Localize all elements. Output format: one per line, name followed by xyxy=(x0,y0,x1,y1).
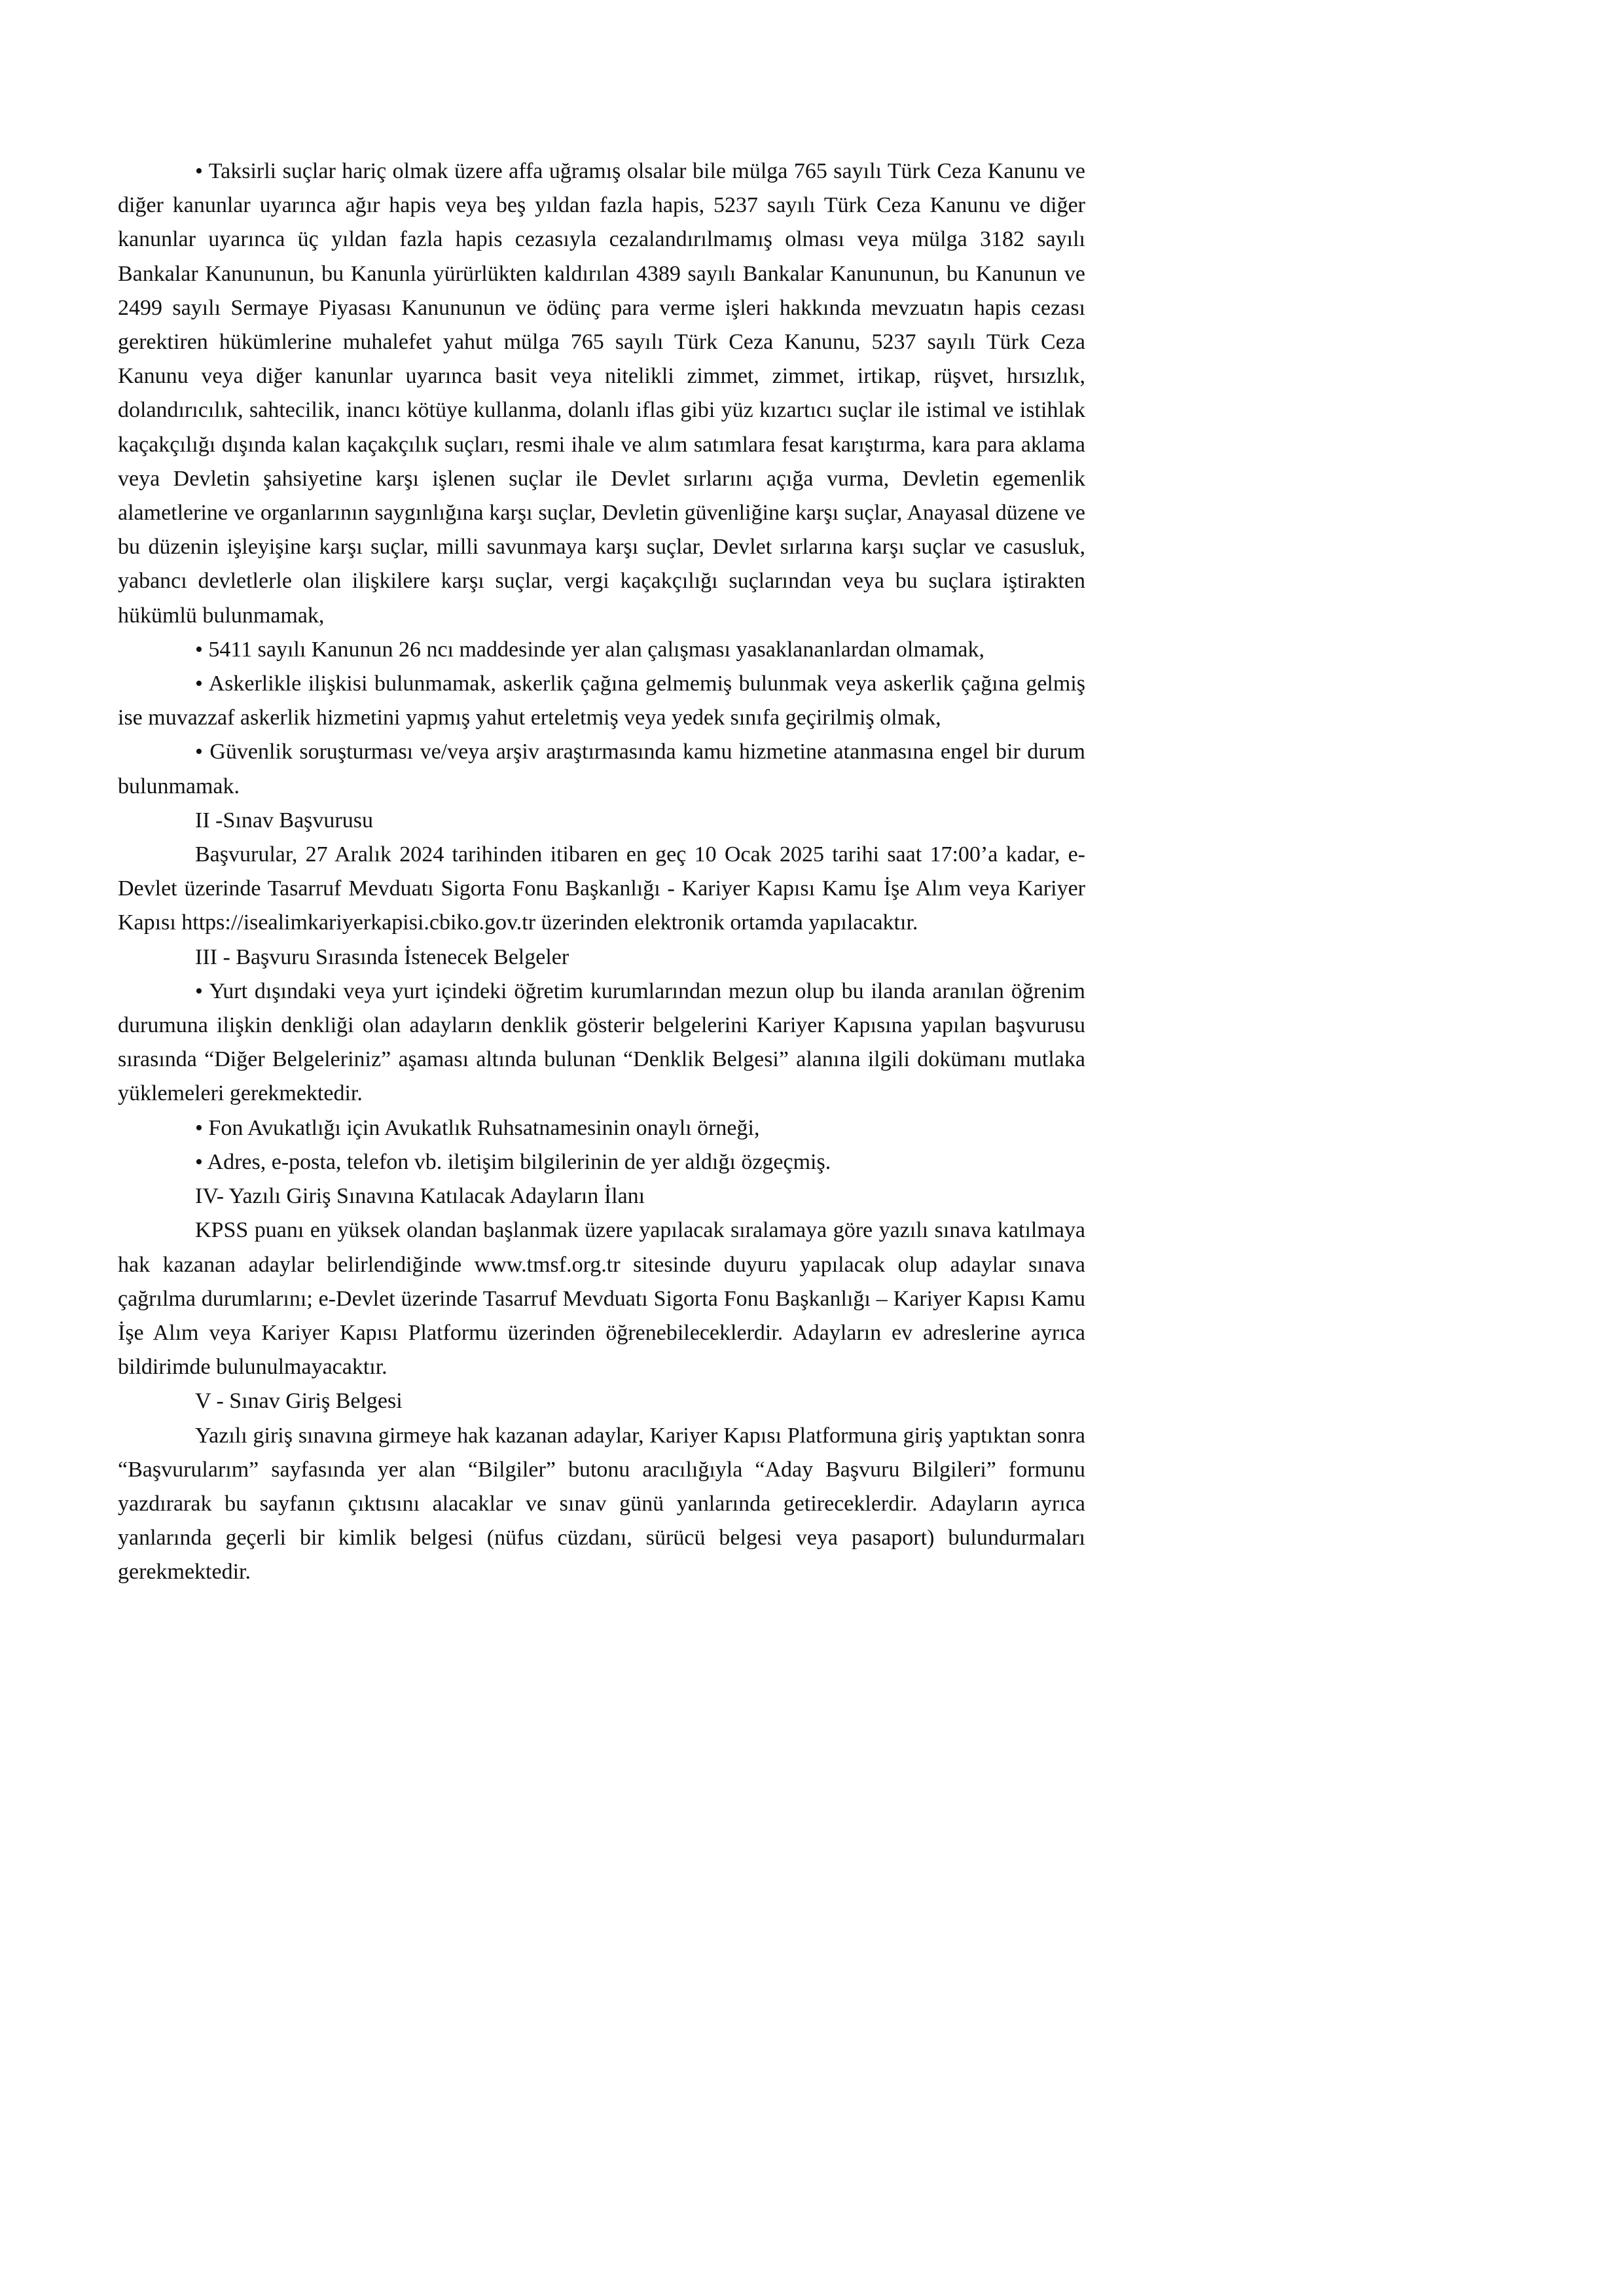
section-heading-documents: III - Başvuru Sırasında İstenecek Belgeler xyxy=(195,944,569,969)
section-heading-exam-entry: V - Sınav Giriş Belgesi xyxy=(195,1389,403,1414)
documents-bullet-equivalence: • Yurt dışındaki veya yurt içindeki öğretim kurumlarından mezun olup bu ilanda aranılan öğrenim durumuna ilişkin denkliği olan adayların denklik gösterir belgelerini Kariyer Kapısına yapılan başvurusu sırasında “Diğer Belgeleriniz” aşaması altında bulunan “Denklik Belgesi” alanına ilgili dokümanı mutlaka yüklemeleri gerekmektedir. xyxy=(118,978,1085,1106)
exam-entry-paragraph: Yazılı giriş sınavına girmeye hak kazanan adaylar, Kariyer Kapısı Platformuna giriş yaptıktan sonra “Başvurularım” sayfasında yer alan “Bilgiler” butonu aracılığıyla “Aday Başvuru Bilgileri” formunu yazdırarak bu sayfanın çıktısını alacaklar ve sınav günü yanlarında getireceklerdir. Adayların ayrıca yanlarında geçerli bir kimlik belgesi (nüfus cüzdanı, sürücü belgesi veya pasaport) bulundurmaları gerekmektedir. xyxy=(118,1423,1085,1585)
documents-bullet-cv: • Adres, e-posta, telefon vb. iletişim bilgilerinin de yer aldığı özgeçmiş. xyxy=(195,1149,831,1174)
section-heading-announcement: IV- Yazılı Giriş Sınavına Katılacak Adayların İlanı xyxy=(195,1184,645,1209)
eligibility-bullet-work-ban: • 5411 sayılı Kanunun 26 ncı maddesinde yer alan çalışması yasaklananlardan olmamak, xyxy=(195,637,984,662)
eligibility-bullet-criminal-record: • Taksirli suçlar hariç olmak üzere affa uğramış olsalar bile mülga 765 sayılı Türk Ceza Kanunu ve diğer kanunlar uyarınca ağır hapis veya beş yıldan fazla hapis, 5237 sayılı Türk Ceza Kanunu ve diğer kanunlar uyarınca üç yıldan fazla hapis cezasıyla cezalandırılmamış olması veya mülga 3182 sayılı Bankalar Kanununun, bu Kanunla yürürlükten kaldırılan 4389 sayılı Bankalar Kanununun, bu Kanunun ve 2499 sayılı Sermaye Piyasası Kanununun ve ödünç para verme işleri hakkında mevzuatın hapis cezası gerektiren hükümlerine muhalefet yahut mülga 765 sayılı Türk Ceza Kanunu, 5237 sayılı Türk Ceza Kanunu veya diğer kanunlar uyarınca basit veya nitelikli zimmet, zimmet, irtikap, rüşvet, hırsızlık, dolandırıcılık, sahtecilik, inancı kötüye kullanma, dolanlı iflas gibi yüz kızartıcı suçlar ile istimal ve istihlak kaçakçılığı dışında kalan kaçakçılık suçları, resmi ihale ve alım satımlara fesat karıştırma, kara para aklama veya Devletin şahsiyetine karşı işlenen suçlar ile Devlet sırlarını açığa vurma, Devletin egemenlik alametlerine ve organlarının saygınlığına karşı suçlar, Devletin güvenliğine karşı suçlar, Anayasal düzene ve bu düzenin işleyişine karşı suçlar, milli savunmaya karşı suçlar, Devlet sırlarına karşı suçlar ve casusluk, yabancı devletlerle olan ilişkilere karşı suçlar, vergi kaçakçılığı suçlarından veya bu suçlara iştirakten hükümlü bulunmamak, xyxy=(118,159,1085,628)
announcement-paragraph: KPSS puanı en yüksek olandan başlanmak üzere yapılacak sıralamaya göre yazılı sınava katılmaya hak kazanan adaylar belirlendiğinde www.tmsf.org.tr sitesinde duyuru yapılacak olup adaylar sınava çağrılma durumlarını; e-Devlet üzerinde Tasarruf Mevduatı Sigorta Fonu Başkanlığı – Kariyer Kapısı Kamu İşe Alım veya Kariyer Kapısı Platformu üzerinden öğrenebileceklerdir. Adayların ev adreslerine ayrıca bildirimde bulunulmayacaktır. xyxy=(118,1218,1085,1380)
eligibility-bullet-military: • Askerlikle ilişkisi bulunmamak, askerlik çağına gelmemiş bulunmak veya askerlik çağına gelmiş ise muvazzaf askerlik hizmetini yapmış yahut erteletmiş veya yedek sınıfa geçirilmiş olmak, xyxy=(118,672,1085,730)
eligibility-bullet-security-check: • Güvenlik soruşturması ve/veya arşiv araştırmasında kamu hizmetine atanmasına engel bir durum bulunmamak. xyxy=(118,740,1085,798)
application-paragraph: Başvurular, 27 Aralık 2024 tarihinden itibaren en geç 10 Ocak 2025 tarihi saat 17:00’a kadar, e-Devlet üzerinde Tasarruf Mevduatı Sigorta Fonu Başkanlığı - Kariyer Kapısı Kamu İşe Alım veya Kariyer Kapısı https://isealimkariyerkapisi.cbiko.gov.tr üzerinden elektronik ortamda yapılacaktır. xyxy=(118,842,1085,935)
documents-bullet-license: • Fon Avukatlığı için Avukatlık Ruhsatnamesinin onaylı örneği, xyxy=(195,1115,760,1140)
section-heading-application: II -Sınav Başvurusu xyxy=(195,808,373,833)
document-page xyxy=(118,154,1085,1590)
